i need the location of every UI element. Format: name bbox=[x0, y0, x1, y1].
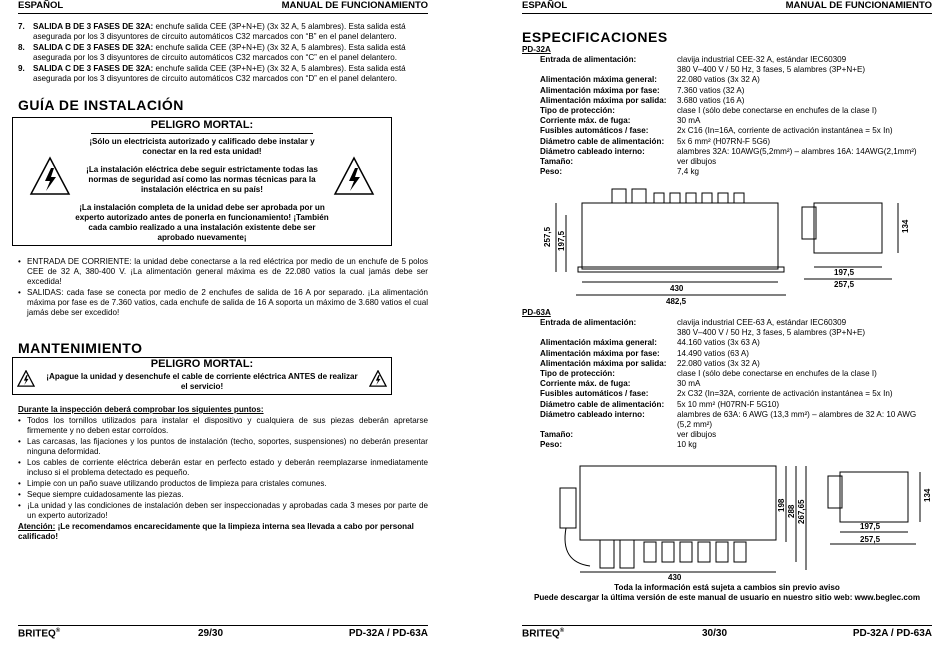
spec-label: Diámetro cable de alimentación: bbox=[540, 136, 665, 146]
spec-value: clavija industrial CEE-63 A, estándar IEC60309 bbox=[677, 318, 847, 327]
inspection-title: Durante la inspección deberá comprobar los siguientes puntos: bbox=[18, 405, 264, 414]
model-name: PD-32A bbox=[522, 45, 551, 54]
spec-row bbox=[522, 359, 932, 369]
dimension-label: 134 bbox=[901, 219, 910, 233]
pd32-diagram bbox=[542, 187, 932, 307]
list-item: • Todos los tornillos utilizados para instalar el dispositivo y cualquiera de sus piezas deberán apretarse firmemente y no deben estar corroídos. bbox=[18, 416, 428, 436]
dimension-label: 197,5 bbox=[860, 522, 881, 531]
spec-label: Diámetro cableado interno: bbox=[540, 146, 645, 156]
dimension-label: 134 bbox=[923, 488, 932, 502]
danger-text: ¡La instalación completa de la unidad debe ser aprobada por un experto autorizado antes de ponerla en funcionamiento! ¡También cada cambio realizado a una instalación existente debe ser aprobado nuevamente¡ bbox=[75, 202, 329, 242]
spec-value: 7,4 kg bbox=[677, 167, 700, 177]
spec-value: 2x C16 (In=16A, corriente de activación instantánea = 5x In) bbox=[677, 126, 893, 136]
page-header bbox=[18, 0, 428, 14]
spec-table-pd32 bbox=[522, 55, 932, 177]
header-language: ESPAÑOL bbox=[522, 0, 568, 11]
page-header bbox=[522, 0, 932, 14]
spec-row bbox=[522, 349, 932, 359]
spec-value: 2x C32 (In=32A, corriente de activación instantánea = 5x In) bbox=[677, 389, 893, 399]
spec-value: 380 V–400 V / 50 Hz, 3 fases, 5 alambres (3P+N+E) bbox=[677, 328, 866, 338]
spec-row bbox=[522, 157, 932, 167]
maintenance-bullets bbox=[18, 416, 428, 542]
spec-value: 3.680 vatios (16 A) bbox=[677, 95, 745, 105]
footer-brand: BRITEQ® bbox=[522, 628, 565, 640]
dimension-label: 197,5 bbox=[557, 230, 566, 251]
spec-label: Alimentación máxima por salida: bbox=[540, 95, 667, 105]
dimension-label: 198 bbox=[777, 498, 786, 512]
dimension-label: 430 bbox=[670, 284, 684, 293]
disclaimer-note: Toda la información está sujeta a cambios sin previo aviso bbox=[614, 583, 840, 592]
specifications-heading: ESPECIFICACIONES bbox=[522, 29, 668, 45]
list-item: • Los cables de corriente eléctrica deberán estar en perfecto estado y deberán reemplazarse inmediatamente incluso si el problema detectado es pequeño. bbox=[18, 458, 428, 478]
electric-hazard-icon bbox=[17, 370, 35, 387]
maintenance-heading: MANTENIMIENTO bbox=[18, 340, 143, 356]
spec-row bbox=[522, 410, 932, 420]
spec-value: ver dibujos bbox=[677, 430, 717, 440]
spec-value: 22.080 vatios (3x 32 A) bbox=[677, 358, 760, 368]
spec-label: Diámetro cableado interno: bbox=[540, 409, 645, 419]
electric-hazard-icon bbox=[29, 156, 71, 196]
spec-label: Alimentación máxima general: bbox=[540, 338, 657, 348]
spec-label: Fusibles automáticos / fase: bbox=[540, 389, 649, 399]
dimension-label: 257,5 bbox=[543, 226, 552, 247]
spec-value: clase I (sólo debe conectarse en enchufes de la clase I) bbox=[677, 105, 877, 115]
spec-label: Entrada de alimentación: bbox=[540, 55, 637, 64]
header-title: MANUAL DE FUNCIONAMIENTO bbox=[785, 0, 932, 11]
page-footer bbox=[522, 625, 932, 642]
model-name: PD-63A bbox=[522, 308, 551, 317]
spec-value: (5,2 mm²) bbox=[677, 419, 713, 429]
spec-label: Peso: bbox=[540, 167, 563, 177]
spec-value: 380 V–400 V / 50 Hz, 3 fases, 5 alambres (3P+N+E) bbox=[677, 65, 866, 75]
list-item: 9. SALIDA C DE 3 FASES DE 32A: enchufe salida CEE (3P+N+E) (3x 32 A, 5 alambres). Esta salida está asegurada por los 3 disyuntores de circuito automáticos C32 marcados con “D” en el panel delantero. bbox=[18, 64, 406, 84]
spec-row bbox=[522, 96, 932, 106]
right-page bbox=[522, 0, 932, 654]
spec-row bbox=[522, 318, 932, 328]
spec-label: Peso: bbox=[540, 440, 563, 450]
spec-row bbox=[522, 126, 932, 136]
list-item: • Seque siempre cuidadosamente las piezas. bbox=[18, 490, 428, 500]
spec-row bbox=[522, 116, 932, 126]
spec-row bbox=[522, 65, 932, 75]
spec-label: Alimentación máxima por fase: bbox=[540, 348, 660, 358]
spec-row bbox=[522, 400, 932, 410]
danger-title: PELIGRO MORTAL: bbox=[91, 119, 313, 134]
spec-value: 5x 6 mm² (H07RN-F 5G6) bbox=[677, 136, 771, 146]
page-footer bbox=[18, 625, 428, 642]
spec-value: ver dibujos bbox=[677, 156, 717, 166]
spec-label: Tamaño: bbox=[540, 156, 574, 166]
spec-row bbox=[522, 420, 932, 430]
footer-model: PD-32A / PD-63A bbox=[852, 628, 932, 639]
spec-row bbox=[522, 338, 932, 348]
electric-hazard-icon bbox=[333, 156, 375, 196]
spec-row bbox=[522, 167, 932, 177]
spec-label: Tipo de protección: bbox=[540, 368, 615, 378]
spec-row bbox=[522, 440, 932, 450]
spec-row bbox=[522, 379, 932, 389]
list-item: • Limpie con un paño suave utilizando productos de limpieza para cristales comunes. bbox=[18, 479, 428, 489]
dimension-label: 482,5 bbox=[666, 297, 687, 306]
spec-value: 5x 10 mm² (H07RN-F 5G10) bbox=[677, 399, 780, 409]
spec-value: alambres de 63A: 6 AWG (13,3 mm²) – alambres de 32 A: 10 AWG bbox=[677, 409, 917, 419]
footer-model: PD-32A / PD-63A bbox=[348, 628, 428, 639]
spec-row bbox=[522, 106, 932, 116]
spec-row bbox=[522, 137, 932, 147]
list-item: • Las carcasas, las fijaciones y los puntos de instalación (techo, soportes, suspensiones) no deberán presentar ninguna deformidad. bbox=[18, 437, 428, 457]
spec-value: 14.490 vatios (63 A) bbox=[677, 348, 749, 358]
header-language: ESPAÑOL bbox=[18, 0, 64, 11]
spec-label: Alimentación máxima general: bbox=[540, 75, 657, 85]
download-note: Puede descargar la última versión de este manual de usuario en nuestro sitio web: www.beglec.com bbox=[533, 593, 921, 602]
spec-value: clavija industrial CEE-32 A, estándar IEC60309 bbox=[677, 55, 847, 64]
spec-row bbox=[522, 55, 932, 65]
spec-value: 30 mA bbox=[677, 116, 701, 126]
spec-value: 30 mA bbox=[677, 379, 701, 389]
spec-row bbox=[522, 86, 932, 96]
dimension-label: 430 bbox=[668, 573, 682, 580]
danger-title: PELIGRO MORTAL: bbox=[150, 358, 254, 370]
dimension-label: 257,5 bbox=[860, 535, 881, 544]
dimension-label: 197,5 bbox=[834, 268, 855, 277]
dimension-label: 257,5 bbox=[834, 280, 855, 289]
pd63-diagram bbox=[540, 462, 932, 580]
spec-label: Corriente máx. de fuga: bbox=[540, 116, 631, 126]
spec-label: Corriente máx. de fuga: bbox=[540, 379, 631, 389]
footer-brand: BRITEQ® bbox=[18, 628, 61, 640]
spec-label: Fusibles automáticos / fase: bbox=[540, 126, 649, 136]
left-page bbox=[18, 0, 428, 654]
page-number: 30/30 bbox=[702, 628, 728, 639]
spec-row bbox=[522, 369, 932, 379]
list-item: • SALIDAS: cada fase se conecta por medio de 2 enchufes de salida de 16 A por separado. ¡La alimentación máxima por fase es de 7.360 vatios, cada enchufe de salida de 16 A soporta un máximo de 3.680 vatios el cual jamás debe ser excedido! bbox=[18, 288, 428, 318]
pd63-dimension-drawing bbox=[540, 462, 932, 580]
dimension-label: 288 bbox=[787, 504, 796, 518]
dimension-label: 267,65 bbox=[797, 499, 806, 524]
spec-value: 22.080 vatios (3x 32 A) bbox=[677, 75, 760, 85]
spec-label: Tamaño: bbox=[540, 430, 574, 440]
list-item: • ENTRADA DE CORRIENTE: la unidad debe conectarse a la red eléctrica por medio de un enchufe de 5 polos CEE de 32 A, 380-400 V. ¡La alimentación general máxima es de 22.080 vatios la cual jamás debe ser excedida! bbox=[18, 257, 428, 287]
installation-heading: GUÍA DE INSTALACIÓN bbox=[18, 97, 184, 113]
installation-bullets bbox=[18, 257, 428, 319]
attention-note: Atención: ¡Le recomendamos encarecidamente que la limpieza interna sea llevada a cabo por personal calificado! bbox=[18, 522, 414, 542]
spec-row bbox=[522, 328, 932, 338]
spec-label: Diámetro cable de alimentación: bbox=[540, 399, 665, 409]
danger-box-installation bbox=[12, 117, 392, 246]
list-item: 8. SALIDA C DE 3 FASES DE 32A: enchufe salida CEE (3P+N+E) (3x 32 A, 5 alambres). Esta salida está asegurada por los 3 disyuntores de circuito automáticos C32 marcados con “C” en el panel delantero. bbox=[18, 43, 406, 63]
spec-value: 7.360 vatios (32 A) bbox=[677, 85, 745, 95]
spec-table-pd63 bbox=[522, 318, 932, 450]
spec-value: clase I (sólo debe conectarse en enchufes de la clase I) bbox=[677, 368, 877, 378]
spec-label: Alimentación máxima por salida: bbox=[540, 358, 667, 368]
danger-text: ¡Apague la unidad y desenchufe el cable de corriente eléctrica ANTES de realizar el servicio! bbox=[46, 371, 358, 391]
spec-value: 10 kg bbox=[677, 440, 697, 450]
pd32-dimension-drawing bbox=[542, 187, 932, 307]
spec-label: Tipo de protección: bbox=[540, 105, 615, 115]
spec-label: Alimentación máxima por fase: bbox=[540, 85, 660, 95]
output-list bbox=[18, 22, 428, 85]
danger-text: ¡Sólo un electricista autorizado y calificado debe instalar y conectar en la red esta unidad! bbox=[89, 136, 315, 156]
spec-row bbox=[522, 430, 932, 440]
danger-text: ¡La instalación eléctrica debe seguir estrictamente todas las normas de seguridad así como las normas técnicas para la instalación eléctrica en su país! bbox=[86, 164, 318, 194]
spec-label: Entrada de alimentación: bbox=[540, 318, 637, 327]
page-number: 29/30 bbox=[198, 628, 224, 639]
list-item: • ¡La unidad y las condiciones de instalación deben ser inspeccionadas y aprobadas cada 3 meses por parte de un experto autorizado! bbox=[18, 501, 428, 521]
header-title: MANUAL DE FUNCIONAMIENTO bbox=[281, 0, 428, 11]
spec-row bbox=[522, 75, 932, 85]
spec-value: 44.160 vatios (3x 63 A) bbox=[677, 338, 760, 348]
electric-hazard-icon bbox=[369, 370, 387, 387]
spec-row bbox=[522, 389, 932, 399]
list-item: 7. SALIDA B DE 3 FASES DE 32A: enchufe salida CEE (3P+N+E) (3x 32 A, 5 alambres). Esta salida está asegurada por los 3 disyuntores de circuito automáticos C32 marcados con “B” en el panel delantero. bbox=[18, 22, 406, 42]
danger-box-maintenance bbox=[12, 357, 392, 395]
spec-row bbox=[522, 147, 932, 157]
spec-value: alambres 32A: 10AWG(5,2mm²) – alambres 16A: 14AWG(2,1mm²) bbox=[677, 146, 917, 156]
